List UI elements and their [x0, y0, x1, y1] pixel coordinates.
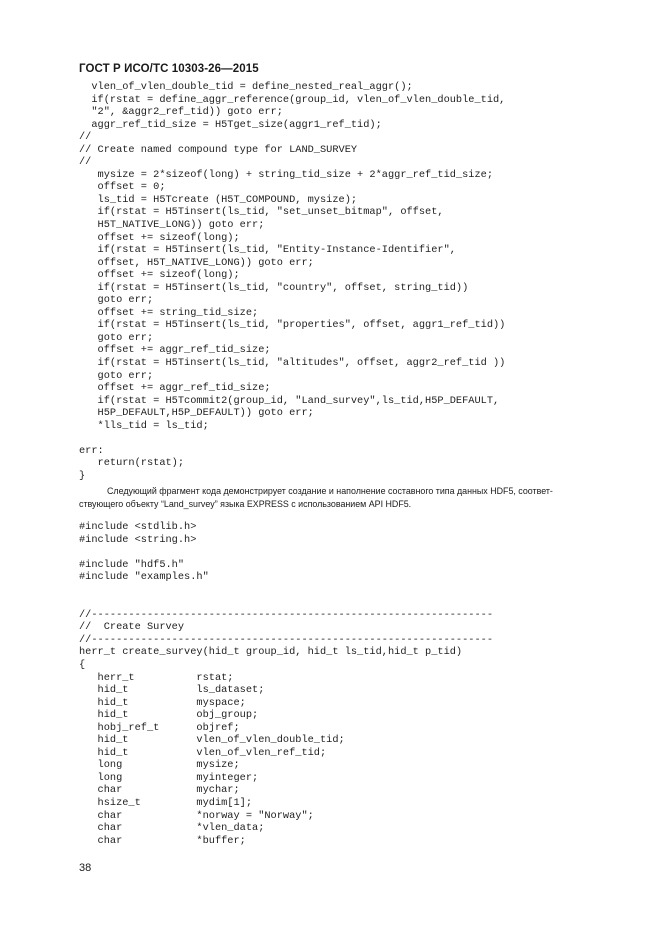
- code-line: if(rstat = H5Tinsert(ls_tid, "properties", offset, aggr1_ref_tid)): [79, 319, 506, 332]
- code-line: #include <string.h>: [79, 533, 197, 546]
- code-line: mysize = 2*sizeof(long) + string_tid_size + 2*aggr_ref_tid_size;: [79, 168, 494, 181]
- code-line: //: [79, 131, 92, 144]
- code-line: [79, 432, 505, 445]
- code-line: hid_t vlen_of_vlen_ref_tid;: [79, 746, 327, 759]
- code-line: goto err;: [79, 369, 154, 382]
- paragraph-line-1: Следующий фрагмент кода демонстрирует создание и наполнение составного типа данных HDF5, соответ-: [107, 486, 553, 496]
- code-line: offset += aggr_ref_tid_size;: [79, 382, 271, 395]
- code-line: [79, 596, 493, 609]
- code-line: hid_t vlen_of_vlen_double_tid;: [79, 734, 345, 747]
- code-line: offset += string_tid_size;: [79, 306, 259, 319]
- code-line: goto err;: [79, 331, 154, 344]
- code-line: hid_t ls_dataset;: [79, 684, 265, 697]
- paragraph-line-2: ствующего объекту “Land_survey” языка EXPRESS с использованием API HDF5.: [79, 498, 412, 509]
- code-line: hsize_t mydim[1];: [79, 797, 253, 810]
- code-line: hid_t obj_group;: [79, 709, 259, 722]
- code-line: hid_t myspace;: [79, 696, 246, 709]
- code-line: offset = 0;: [79, 181, 166, 194]
- code-line: herr_t create_survey(hid_t group_id, hid_t ls_tid,hid_t p_tid): [79, 646, 463, 659]
- code-line: err:: [79, 444, 104, 457]
- code-line: long myinteger;: [79, 771, 259, 784]
- code-listing-compound-type: [79, 81, 505, 483]
- code-line: offset, H5T_NATIVE_LONG)) goto err;: [79, 256, 314, 269]
- code-line: #include "examples.h": [79, 571, 209, 584]
- code-line: char *buffer;: [79, 834, 246, 847]
- code-line: ls_tid = H5Tcreate (H5T_COMPOUND, mysize);: [79, 193, 358, 206]
- code-line: herr_t rstat;: [79, 671, 234, 684]
- code-line: char *norway = "Norway";: [79, 809, 314, 822]
- code-line: char mychar;: [79, 784, 240, 797]
- code-line: //-----------------------------------------------------------------: [79, 608, 494, 621]
- code-line: if(rstat = H5Tinsert(ls_tid, "set_unset_bitmap", offset,: [79, 206, 444, 219]
- description-paragraph: [79, 485, 624, 510]
- code-line: if(rstat = H5Tinsert(ls_tid, "country", offset, string_tid)): [79, 281, 469, 294]
- code-line: {: [79, 659, 86, 672]
- code-line: [79, 546, 493, 559]
- code-line: if(rstat = define_aggr_reference(group_id, vlen_of_vlen_double_tid,: [79, 93, 506, 106]
- code-line: offset += sizeof(long);: [79, 269, 240, 282]
- page-number: 38: [79, 862, 92, 874]
- code-line: char *vlen_data;: [79, 822, 265, 835]
- code-line: if(rstat = H5Tinsert(ls_tid, "altitudes", offset, aggr2_ref_tid )): [79, 357, 506, 370]
- code-line: if(rstat = H5Tinsert(ls_tid, "Entity-Instance-Identifier",: [79, 244, 456, 257]
- code-line: "2", &aggr2_ref_tid)) goto err;: [79, 106, 283, 119]
- code-line: *lls_tid = ls_tid;: [79, 419, 209, 432]
- code-line: aggr_ref_tid_size = H5Tget_size(aggr1_ref_tid);: [79, 118, 382, 131]
- code-line: [79, 584, 493, 597]
- code-line: vlen_of_vlen_double_tid = define_nested_real_aggr();: [79, 81, 413, 93]
- code-line: // Create Survey: [79, 621, 185, 634]
- code-line: // Create named compound type for LAND_SURVEY: [79, 143, 358, 156]
- code-line: offset += aggr_ref_tid_size;: [79, 344, 271, 357]
- document-header: ГОСТ Р ИСО/ТС 10303-26—2015: [79, 63, 259, 75]
- code-line: }: [79, 469, 86, 482]
- code-line: hobj_ref_t objref;: [79, 721, 240, 734]
- code-line: offset += sizeof(long);: [79, 231, 240, 244]
- code-line: //-----------------------------------------------------------------: [79, 633, 494, 646]
- code-line: goto err;: [79, 294, 154, 307]
- code-listing-create-survey: [79, 521, 493, 847]
- code-line: H5P_DEFAULT,H5P_DEFAULT)) goto err;: [79, 407, 314, 420]
- code-line: if(rstat = H5Tcommit2(group_id, "Land_survey",ls_tid,H5P_DEFAULT,: [79, 394, 500, 407]
- code-line: return(rstat);: [79, 457, 185, 470]
- code-line: long mysize;: [79, 759, 240, 772]
- code-line: H5T_NATIVE_LONG)) goto err;: [79, 219, 265, 232]
- code-line: #include <stdlib.h>: [79, 521, 197, 533]
- code-line: //: [79, 156, 92, 169]
- code-line: #include "hdf5.h": [79, 558, 185, 571]
